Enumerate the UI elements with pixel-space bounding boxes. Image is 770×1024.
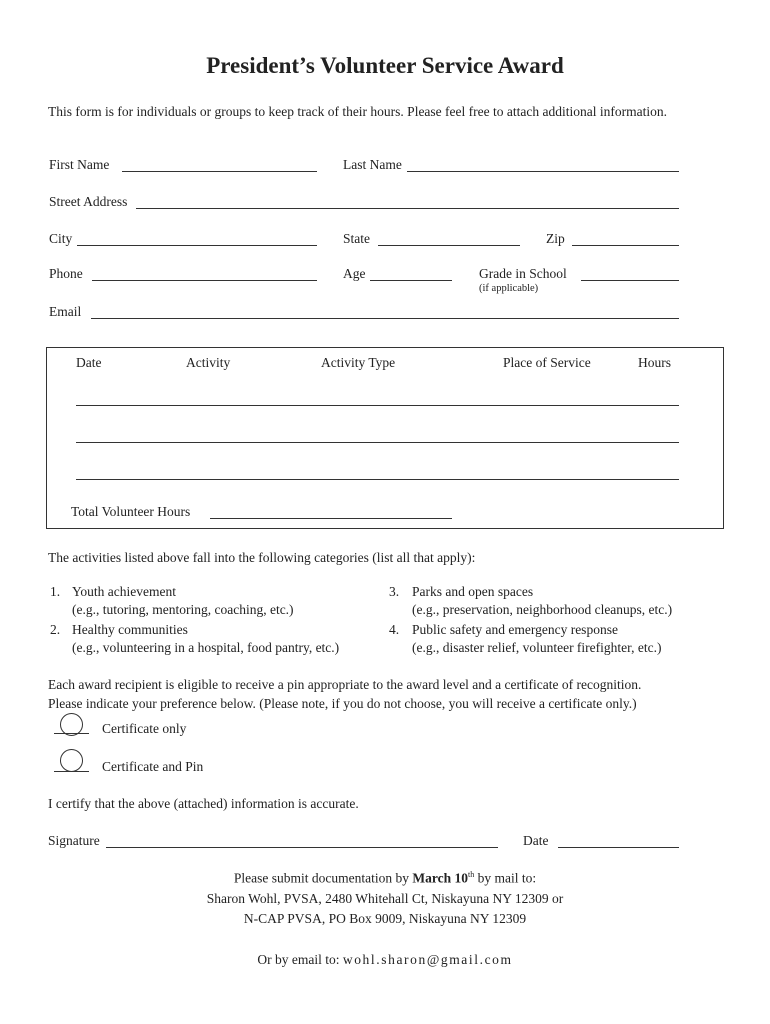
city-field[interactable] [77,245,317,246]
email-label: Email [49,304,82,319]
street-address-field[interactable] [136,208,679,209]
header-activity-type: Activity Type [321,355,396,370]
total-hours-field[interactable] [210,518,452,519]
log-entry-line[interactable] [76,479,679,480]
header-activity: Activity [186,355,231,370]
certify-statement: I certify that the above (attached) information is accurate. [48,796,359,811]
age-label: Age [343,266,366,281]
last-name-field[interactable] [407,171,679,172]
zip-label: Zip [546,231,565,246]
grade-label: Grade in School [479,266,567,281]
category-number: 4. [389,622,400,637]
date-label: Date [523,833,549,848]
city-label: City [49,231,73,246]
certificate-only-label: Certificate only [102,721,187,736]
state-label: State [343,231,370,246]
volunteer-log-box [46,347,724,529]
certificate-pin-radio[interactable] [60,749,83,772]
total-hours-label: Total Volunteer Hours [71,504,191,519]
date-field[interactable] [558,847,679,848]
page-title: President’s Volunteer Service Award [206,53,564,78]
mailing-address-2: N-CAP PVSA, PO Box 9009, Niskayuna NY 12309 [243,911,527,926]
grade-field[interactable] [581,280,679,281]
signature-label: Signature [48,833,100,848]
street-address-label: Street Address [49,194,128,209]
mailing-address-1: Sharon Wohl, PVSA, 2480 Whitehall Ct, Niskayuna NY 12309 or [206,891,564,906]
first-name-field[interactable] [122,171,317,172]
log-entry-line[interactable] [76,442,679,443]
header-place: Place of Service [503,355,591,370]
category-title: Healthy communities [72,622,188,637]
header-date: Date [76,355,102,370]
award-text-line1: Each award recipient is eligible to receive a pin appropriate to the award level and a certificate of recognition. [48,677,642,692]
last-name-label: Last Name [343,157,402,172]
category-example: (e.g., volunteering in a hospital, food pantry, etc.) [72,640,340,655]
category-title: Public safety and emergency response [412,622,618,637]
grade-note: (if applicable) [479,283,539,294]
phone-label: Phone [49,266,83,281]
signature-field[interactable] [106,847,498,848]
submit-email-link[interactable]: wohl.sharon@gmail.com [342,952,513,967]
category-number: 1. [50,584,61,599]
category-example: (e.g., tutoring, mentoring, coaching, etc.) [72,602,294,617]
first-name-label: First Name [49,157,110,172]
category-number: 3. [389,584,400,599]
certificate-pin-label: Certificate and Pin [102,759,204,774]
category-number: 2. [50,622,61,637]
category-title: Parks and open spaces [412,584,534,599]
zip-field[interactable] [572,245,679,246]
header-hours: Hours [638,355,671,370]
certificate-only-radio[interactable] [60,713,83,736]
state-field[interactable] [378,245,520,246]
category-example: (e.g., disaster relief, volunteer firefighter, etc.) [412,640,662,655]
categories-intro: The activities listed above fall into the following categories (list all that apply): [48,550,476,565]
award-text-line2: Please indicate your preference below. (Please note, if you do not choose, you will receive a certificate only.) [48,696,637,711]
age-field[interactable] [370,280,452,281]
category-title: Youth achievement [72,584,176,599]
email-submit-line: Or by email to: wohl.sharon@gmail.com [257,952,513,967]
phone-field[interactable] [92,280,317,281]
submit-instructions: Please submit documentation by March 10th by mail to: [233,870,537,886]
intro-text: This form is for individuals or groups to keep track of their hours. Please feel free to attach additional information. [48,104,667,119]
email-field[interactable] [91,318,679,319]
category-example: (e.g., preservation, neighborhood cleanups, etc.) [412,602,673,617]
submit-deadline: March 10 [412,870,468,886]
log-entry-line[interactable] [76,405,679,406]
